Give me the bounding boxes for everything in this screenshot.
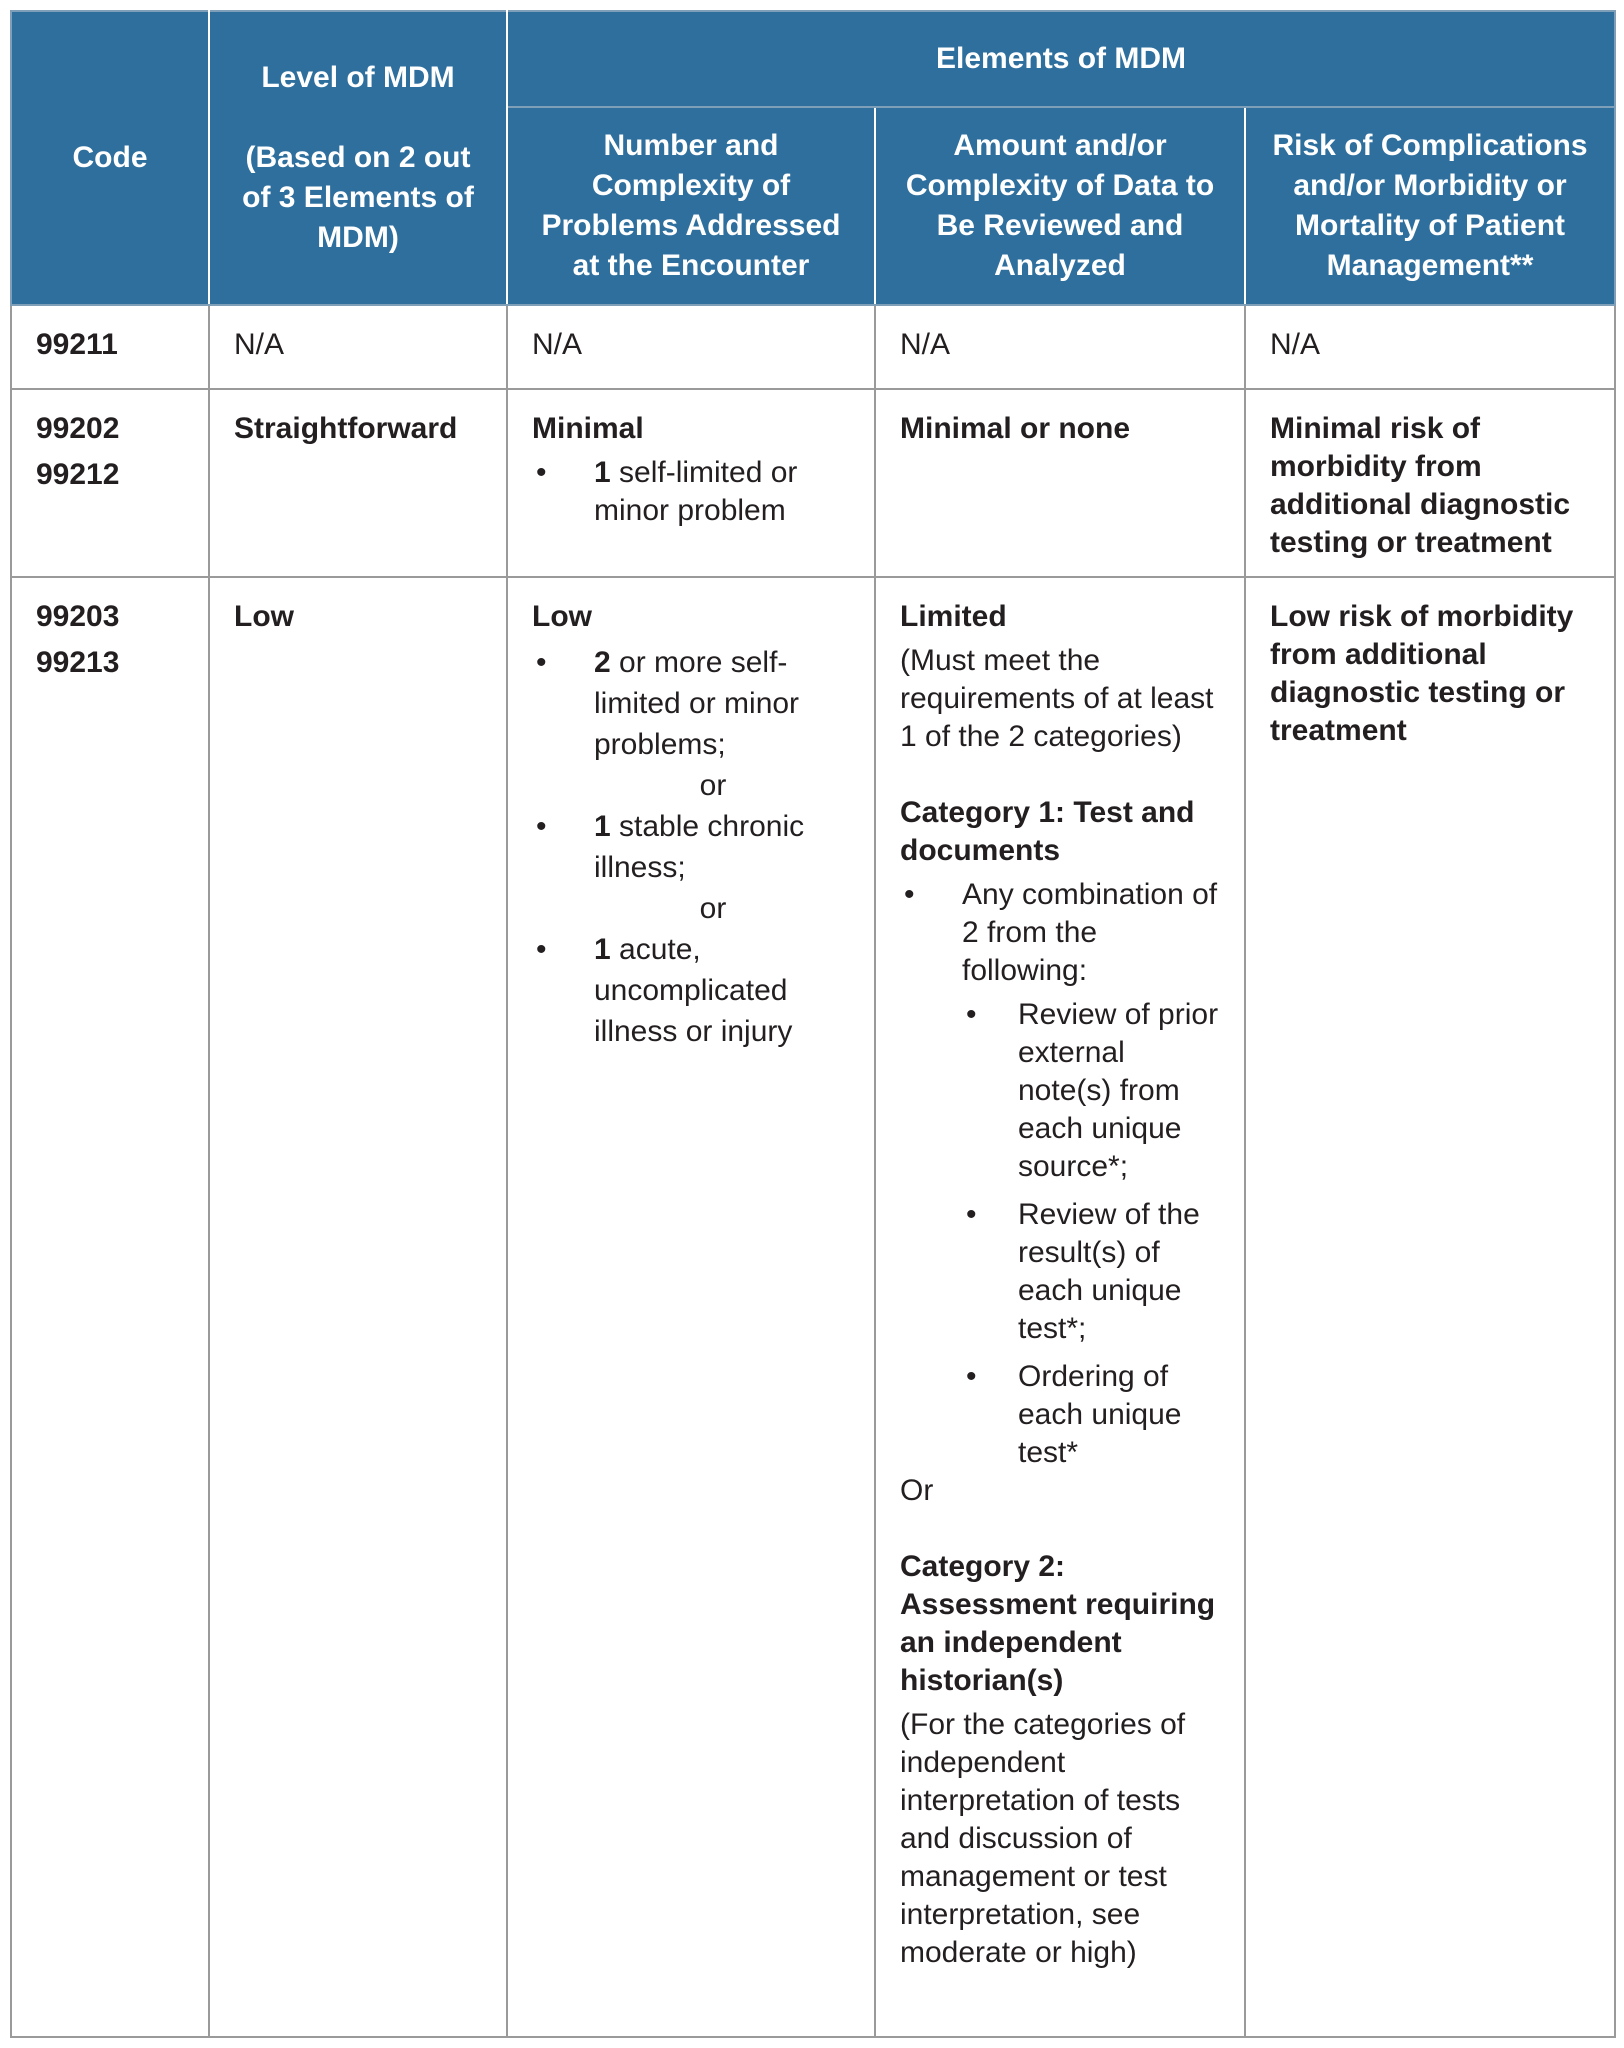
header-risk: Risk of Complications and/or Morbidity or Mortality of Patient Management** — [1245, 107, 1615, 305]
problems-list — [532, 454, 850, 530]
row-level: N/A — [209, 305, 507, 389]
problems-title: Minimal — [532, 412, 644, 445]
row-code: 99211 — [11, 305, 209, 389]
list-item: • Any combination of 2 from the following: • Review of prior external note(s) from each unique source*; • Review of the result(s) of each unique test*; • Ordering of each unique test* — [900, 876, 1220, 1472]
list-item: • Ordering of each unique test* — [962, 1358, 1220, 1472]
table-row — [11, 305, 1615, 389]
category-2-title: Category 2: Assessment requiring an independent historian(s) — [900, 1550, 1216, 1697]
row-code: 99203 99213 — [11, 577, 209, 2037]
row-level: Straightforward — [209, 389, 507, 577]
row-data: N/A — [875, 305, 1245, 389]
row-code: 99202 99212 — [11, 389, 209, 577]
mdm-table — [10, 10, 1616, 2038]
row-problems — [507, 577, 875, 2037]
problems-title: Low — [532, 600, 592, 633]
header-problems: Number and Complexity of Problems Addressed at the Encounter — [507, 107, 875, 305]
category-2-note: (For the categories of independent interpretation of tests and discussion of management or test interpretation, see moderate or high) — [900, 1708, 1186, 1969]
category-1-title: Category 1: Test and documents — [900, 796, 1195, 867]
header-level-subtitle: (Based on 2 out of 3 Elements of MDM) — [242, 141, 474, 254]
category-1-list — [900, 876, 1220, 1472]
header-code: Code — [11, 11, 209, 305]
table-row — [11, 389, 1615, 577]
or-separator: or — [699, 769, 727, 802]
table-row — [11, 577, 1615, 2037]
row-level: Low — [209, 577, 507, 2037]
row-data — [875, 577, 1245, 2037]
category-1-sublist — [962, 996, 1220, 1472]
header-data: Amount and/or Complexity of Data to Be Reviewed and Analyzed — [875, 107, 1245, 305]
or-label: Or — [900, 1474, 934, 1507]
row-risk: N/A — [1245, 305, 1615, 389]
problems-list — [532, 642, 850, 1052]
header-elements-of-mdm: Elements of MDM — [507, 11, 1615, 107]
data-note: (Must meet the requirements of at least 1 of the 2 categories) — [900, 644, 1214, 753]
or-separator: or — [699, 892, 727, 925]
row-problems: N/A — [507, 305, 875, 389]
row-data: Minimal or none — [875, 389, 1245, 577]
list-item: • 1 stable chronic illness; — [532, 806, 850, 888]
row-risk: Minimal risk of morbidity from additional diagnostic testing or treatment — [1245, 389, 1615, 577]
data-title: Limited — [900, 600, 1007, 633]
header-level-of-mdm — [209, 11, 507, 305]
row-risk: Low risk of morbidity from additional diagnostic testing or treatment — [1245, 577, 1615, 2037]
row-problems — [507, 389, 875, 577]
list-item: • 1 acute, uncomplicated illness or injury — [532, 929, 850, 1052]
list-item: • Review of prior external note(s) from each unique source*; — [962, 996, 1220, 1186]
header-level-title: Level of MDM — [261, 61, 455, 94]
list-item: • 1 self-limited or minor problem — [532, 454, 850, 530]
list-item: • Review of the result(s) of each unique test*; — [962, 1196, 1220, 1348]
list-item: • 2 or more self-limited or minor problems; — [532, 642, 850, 765]
